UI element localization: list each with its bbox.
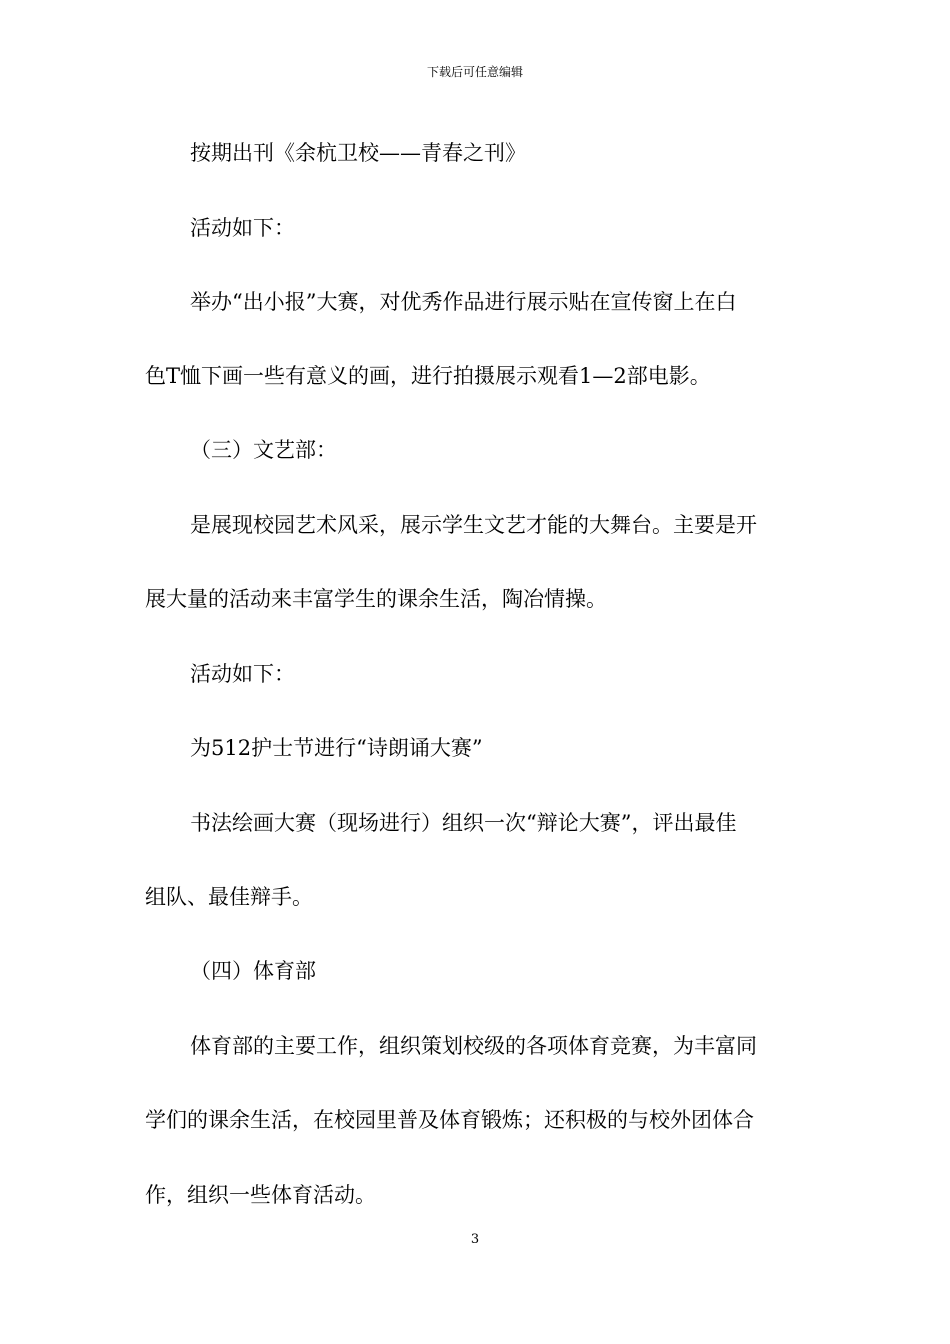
paragraph-line: 活动如下： <box>190 662 295 686</box>
paragraph-line: 书法绘画大赛（现场进行）组织一次“辩论大赛”，评出最佳 <box>190 811 737 835</box>
paragraph-line: 活动如下： <box>190 216 295 240</box>
paragraph-line: 体育部的主要工作，组织策划校级的各项体育竞赛，为丰富同 <box>190 1034 757 1058</box>
page-header: 下载后可任意编辑 <box>426 65 523 79</box>
paragraph-line: 为512护士节进行“诗朗诵大赛” <box>190 736 483 760</box>
section-heading: （四）体育部 <box>190 959 316 983</box>
paragraph-line: 举办“出小报”大赛，对优秀作品进行展示贴在宣传窗上在白 <box>190 290 737 314</box>
paragraph-line: 按期出刊《余杭卫校——青春之刊》 <box>190 141 526 165</box>
paragraph-line: 作，组织一些体育活动。 <box>145 1183 376 1207</box>
paragraph-line: 展大量的活动来丰富学生的课余生活，陶冶情操。 <box>145 587 607 611</box>
paragraph-line: 学们的课余生活，在校园里普及体育锻炼；还积极的与校外团体合 <box>145 1108 754 1132</box>
page-number: 3 <box>470 1232 480 1247</box>
paragraph-line: 组队、最佳辩手。 <box>145 885 313 909</box>
section-heading: （三）文艺部： <box>190 438 337 462</box>
paragraph-line: 色T恤下画一些有意义的画，进行拍摄展示观看1—2部电影。 <box>145 364 711 388</box>
paragraph-line: 是展现校园艺术风采，展示学生文艺才能的大舞台。主要是开 <box>190 513 757 537</box>
